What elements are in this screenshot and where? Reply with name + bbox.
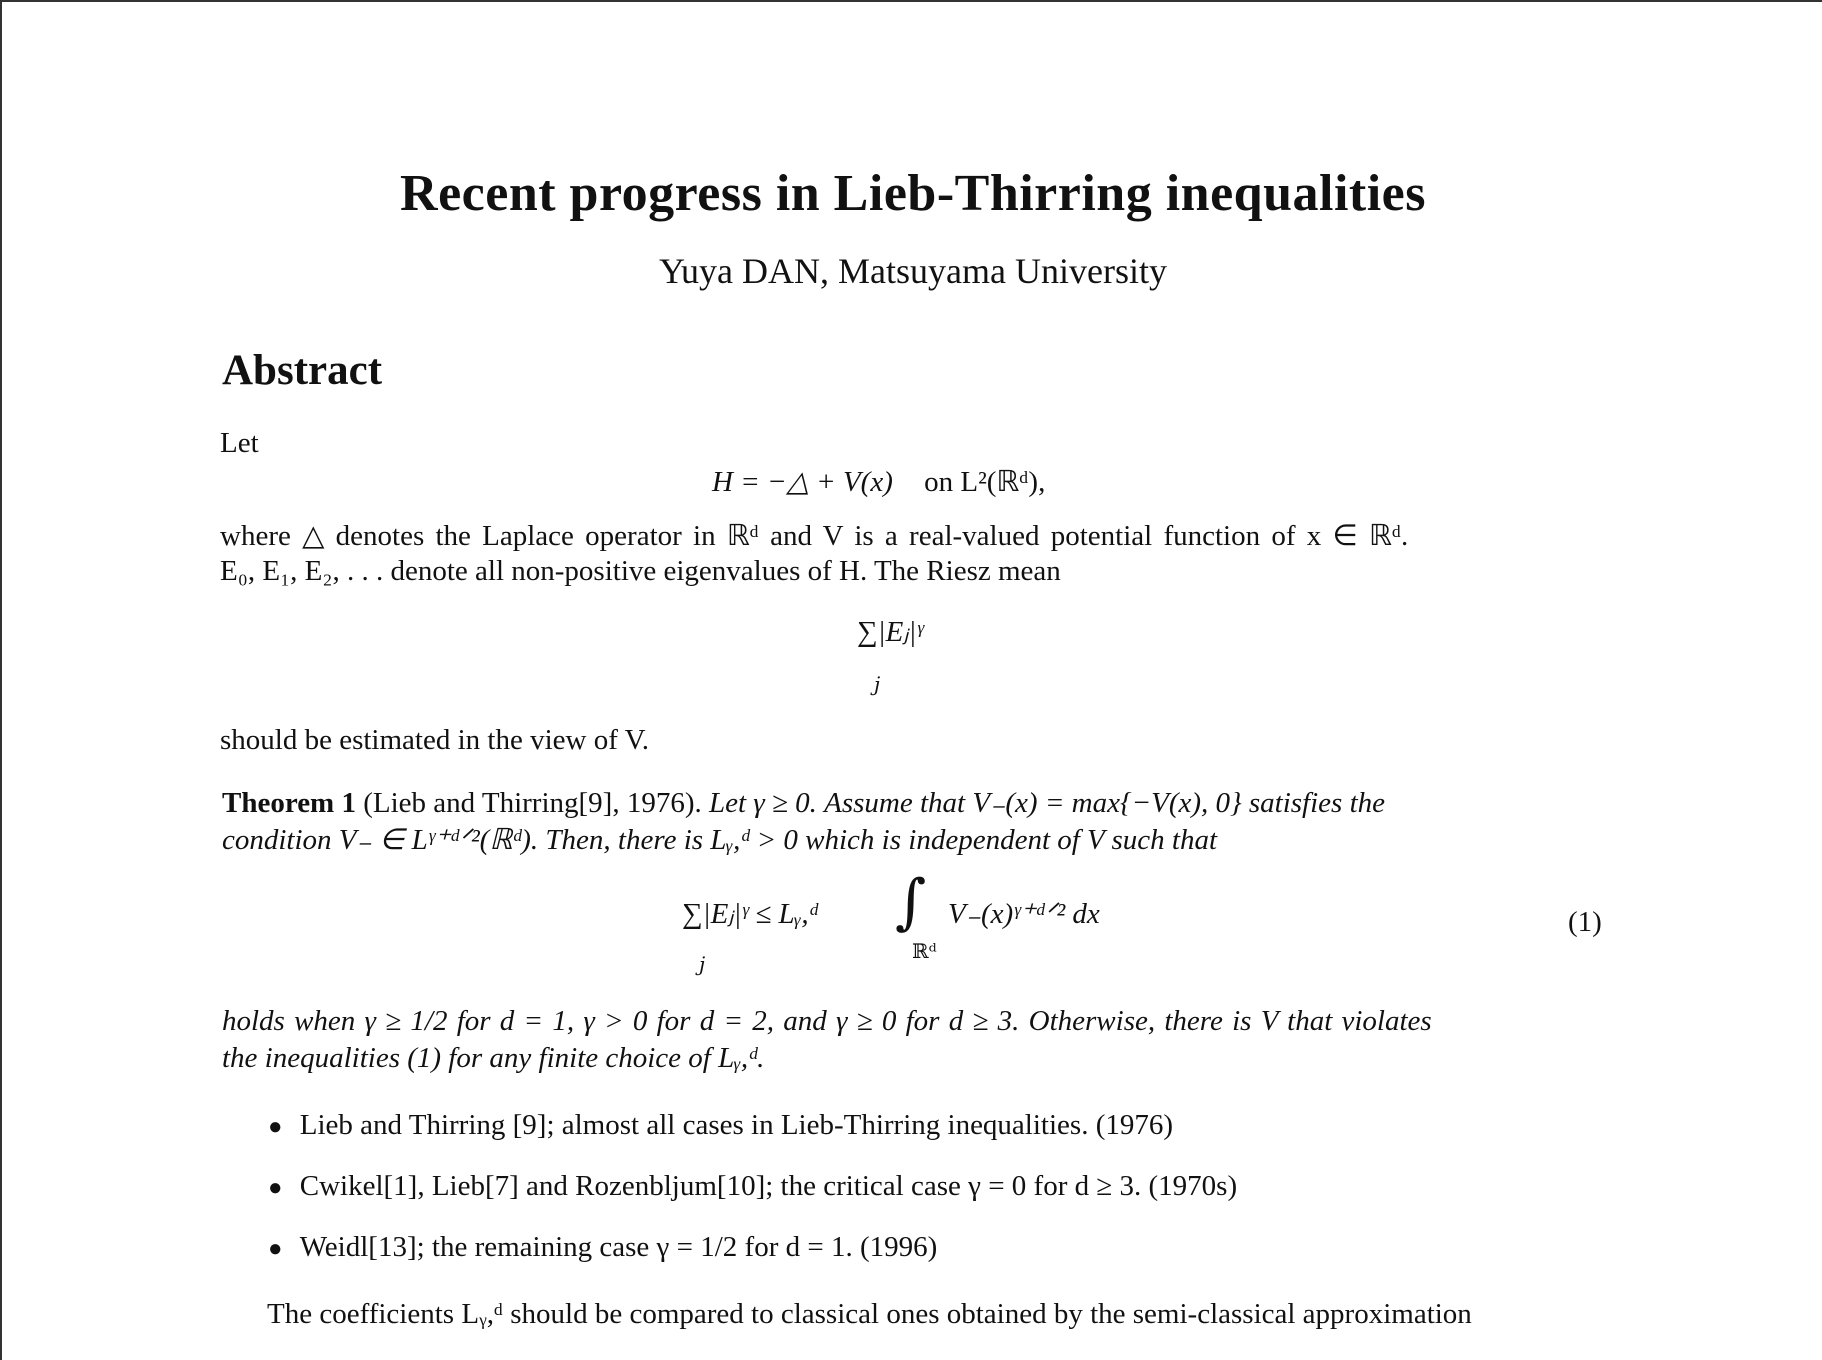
theorem-line-2: condition V₋ ∈ Lᵞ⁺ᵈᐟ²(ℝᵈ). Then, there is Lᵧ,ᵈ > 0 which is independent of V such that	[222, 824, 1218, 856]
theorem-line-1	[222, 785, 1385, 820]
riesz-sum-index: j	[874, 672, 881, 696]
author-line: Yuya DAN, Matsuyama University	[659, 251, 1167, 291]
hamiltonian-equation	[712, 464, 1045, 499]
hamiltonian-domain: on L²(ℝᵈ),	[924, 466, 1046, 498]
let-text: Let	[220, 427, 259, 459]
closing-paragraph: The coefficients Lᵧ,ᵈ should be compared to classical ones obtained by the semi-classical approximation	[267, 1298, 1472, 1330]
bullet-dot: ●	[268, 1114, 283, 1140]
theorem-label: Theorem 1	[222, 787, 356, 819]
bullet-dot: ●	[268, 1175, 283, 1201]
equation-number: (1)	[1568, 906, 1602, 938]
theorem-citation: (Lieb and Thirring[9], 1976).	[363, 787, 702, 819]
paragraph-1-line-1: where △ denotes the Laplace operator in ℝᵈ and V is a real-valued potential function of x ∈ ℝᵈ.	[220, 520, 1409, 552]
bullet-dot: ●	[268, 1236, 283, 1262]
hamiltonian-expression: H = −△ + V(x)	[712, 466, 893, 498]
theorem-statement-1: Let γ ≥ 0. Assume that V₋(x) = max{−V(x), 0} satisfies the	[709, 787, 1386, 819]
bullet-item	[268, 1170, 1237, 1203]
bullet-text: Lieb and Thirring [9]; almost all cases in Lieb-Thirring inequalities. (1976)	[299, 1109, 1174, 1141]
inequality-lhs: ∑|Eⱼ|ᵞ ≤ Lᵧ,ᵈ	[682, 898, 818, 930]
riesz-mean-equation	[857, 614, 923, 649]
riesz-mean-expression: ∑|Eⱼ|ᵞ	[857, 616, 924, 648]
bullet-text: Weidl[13]; the remaining case γ = 1/2 for d = 1. (1996)	[299, 1231, 938, 1263]
theorem-condition-line-2: the inequalities (1) for any finite choice of Lᵧ,ᵈ.	[222, 1042, 765, 1074]
bullet-text: Cwikel[1], Lieb[7] and Rozenbljum[10]; the critical case γ = 0 for d ≥ 3. (1970s)	[299, 1170, 1238, 1202]
bullet-item	[268, 1231, 937, 1264]
paper-title: Recent progress in Lieb-Thirring inequalities	[400, 165, 1426, 222]
integral-sign: ∫	[895, 867, 927, 937]
integral-domain: ℝᵈ	[912, 939, 937, 963]
abstract-heading: Abstract	[222, 347, 383, 394]
inequality-rhs: V₋(x)ᵞ⁺ᵈᐟ² dx	[948, 898, 1100, 930]
theorem-condition-line-1: holds when γ ≥ 1/2 for d = 1, γ > 0 for d = 2, and γ ≥ 0 for d ≥ 3. Otherwise, there is V that violates	[222, 1005, 1432, 1037]
bullet-item	[268, 1109, 1173, 1142]
paragraph-1-line-2: E₀, E₁, E₂, . . . denote all non-positive eigenvalues of H. The Riesz mean	[220, 555, 1061, 587]
inequality-sum-index: j	[699, 952, 706, 976]
paragraph-2: should be estimated in the view of V.	[220, 724, 650, 756]
